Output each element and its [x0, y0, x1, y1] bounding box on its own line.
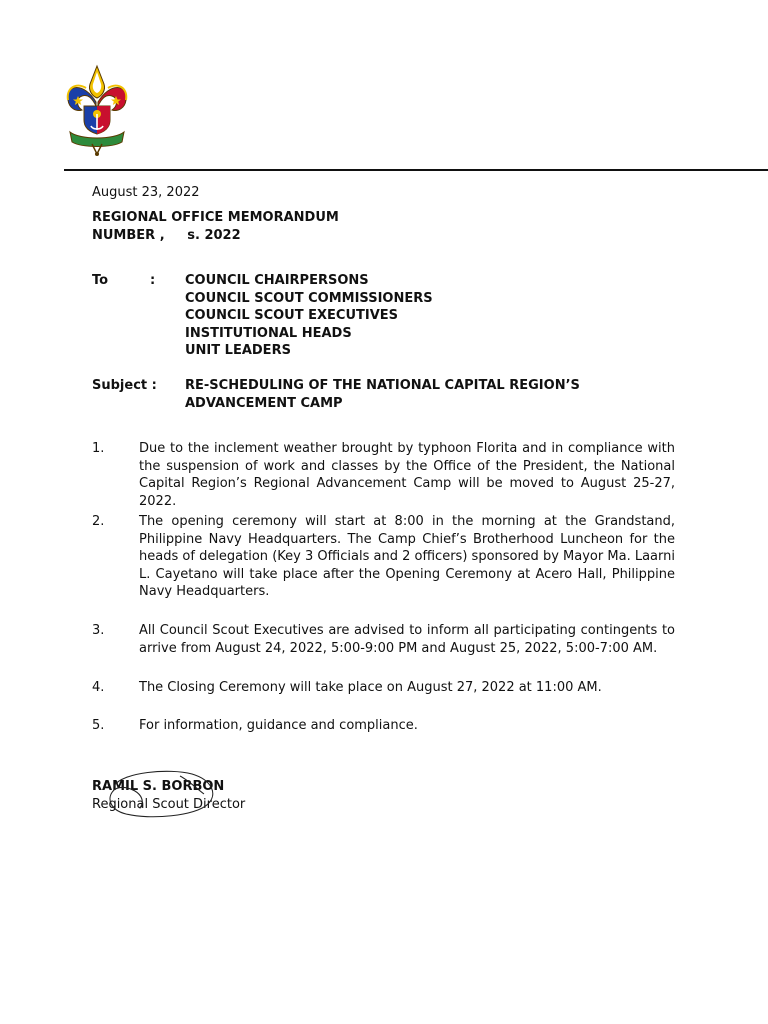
signatory-name: RAMIL S. BORBON [92, 779, 225, 794]
recipient-item: COUNCIL SCOUT EXECUTIVES [185, 308, 399, 323]
recipient-item: COUNCIL SCOUT COMMISSIONERS [185, 290, 433, 306]
item-text: The opening ceremony will start at 8:00 in the morning at the Grandstand, Philippine Navy Headquarters. The Camp Chief’s Brotherhood Luncheon for the heads of delegation (Key 3 Officials and 2 officers) sponsored by Mayor Ma. Laarni L. Cayetano will take place after the Opening Ceremony at Acero Hall, Philippine Navy Headquarters. [139, 514, 675, 599]
recipient-item: INSTITUTIONAL HEADS [185, 325, 352, 341]
item-text: For information, guidance and compliance. [139, 718, 418, 733]
to-label: To [92, 273, 109, 288]
item-number: 5. [92, 718, 105, 733]
memo-item [92, 622, 675, 657]
signatory-title: Regional Scout Director [92, 796, 246, 812]
memo-item [92, 717, 675, 735]
subject-text [185, 377, 580, 412]
item-number: 2. [92, 514, 105, 529]
recipient-item: COUNCIL CHAIRPERSONS [185, 273, 369, 288]
recipient-item: UNIT LEADERS [185, 343, 291, 358]
subject-line: ADVANCEMENT CAMP [185, 395, 343, 411]
memo-item [92, 440, 675, 510]
memo-number: NUMBER , s. 2022 [92, 228, 241, 243]
item-number: 1. [92, 441, 105, 456]
memo-title: REGIONAL OFFICE MEMORANDUM [92, 210, 339, 225]
memo-heading [92, 209, 339, 245]
item-number: 3. [92, 623, 105, 638]
subject-line: RE-SCHEDULING OF THE NATIONAL CAPITAL REGION’S [185, 378, 580, 393]
subject-label: Subject : [92, 378, 157, 393]
to-colon: : [150, 273, 156, 288]
memo-item [92, 679, 675, 697]
item-number: 4. [92, 680, 105, 695]
header-rule [64, 169, 768, 171]
memo-date: August 23, 2022 [92, 185, 200, 200]
memo-item [92, 513, 675, 601]
item-text: Due to the inclement weather brought by typhoon Florita and in compliance with the suspension of work and classes by the Office of the President, the National Capital Region’s Regional Advancement Camp will be moved to August 25-27, 2022. [139, 441, 675, 509]
recipient-list [185, 272, 433, 360]
handwritten-signature [100, 764, 224, 824]
item-text: The Closing Ceremony will take place on August 27, 2022 at 11:00 AM. [139, 680, 602, 695]
item-text: All Council Scout Executives are advised to inform all participating contingents to arrive from August 24, 2022, 5:00-9:00 PM and August 25, 2022, 5:00-7:00 AM. [139, 623, 675, 656]
scouts-emblem-logo [62, 62, 132, 158]
